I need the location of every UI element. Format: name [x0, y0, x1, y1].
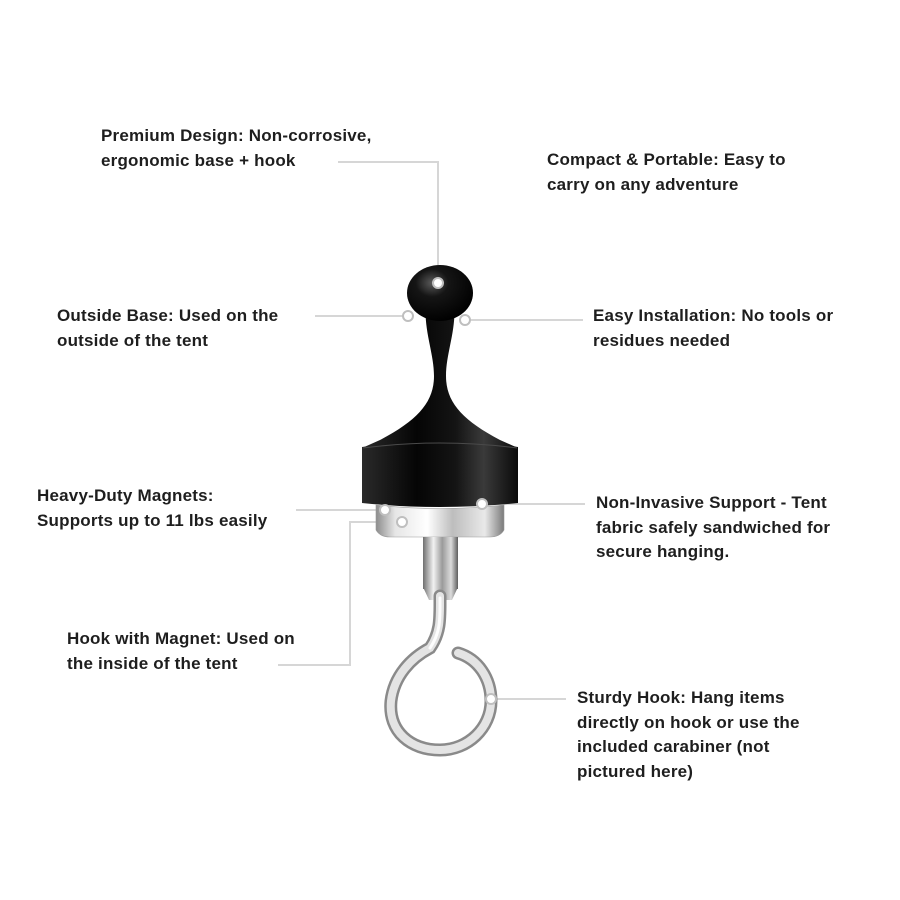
callout-line: Non-Invasive Support - Tent: [596, 493, 827, 512]
dot-sturdy-hook: [486, 694, 496, 704]
dot-easy-installation: [460, 315, 470, 325]
callout-line: Supports up to 11 lbs easily: [37, 510, 268, 530]
callout-line: Premium Design: Non-corrosive,: [101, 126, 372, 145]
callout-hook-with-magnet: [67, 627, 295, 676]
callout-line: pictured here): [577, 761, 694, 781]
callout-heavy-duty-magnets: [37, 484, 267, 533]
dot-premium-design: [433, 278, 443, 288]
callout-line: Sturdy Hook: Hang items: [577, 688, 785, 707]
callout-line: Outside Base: Used on the: [57, 306, 279, 325]
base-ball: [407, 265, 473, 321]
callout-line: Heavy-Duty Magnets:: [37, 486, 214, 505]
callout-line: Hook with Magnet: Used on: [67, 629, 295, 648]
callout-compact-portable: [547, 148, 786, 197]
dot-non-invasive: [477, 499, 487, 509]
hook-shaft: [423, 537, 458, 589]
callout-non-invasive-support: [596, 491, 830, 565]
callout-line: the inside of the tent: [67, 653, 238, 673]
callout-line: carry on any adventure: [547, 174, 739, 194]
callout-premium-design: [101, 124, 372, 173]
callout-line: Easy Installation: No tools or: [593, 306, 834, 325]
callout-sturdy-hook: [577, 686, 800, 784]
base-cylinder: [362, 442, 518, 508]
dot-hook-magnet: [397, 517, 407, 527]
eye-hook: [391, 596, 491, 750]
callout-line: outside of the tent: [57, 330, 209, 350]
callout-line: secure hanging.: [596, 542, 730, 561]
callout-line: included carabiner (not: [577, 737, 770, 756]
callout-line: Compact & Portable: Easy to: [547, 150, 786, 169]
outside-base-part: [362, 265, 518, 507]
leader-premium-design: [338, 162, 438, 283]
callout-line: fabric safely sandwiched for: [596, 517, 831, 537]
callout-outside-base: [57, 304, 278, 353]
callout-easy-installation: [593, 304, 833, 353]
callout-line: ergonomic base + hook: [101, 150, 296, 170]
callout-line: directly on hook or use the: [577, 712, 800, 732]
leader-hook-magnet: [278, 522, 402, 665]
magnet-disk: [376, 505, 504, 537]
dot-outside-base: [403, 311, 413, 321]
base-neck: [362, 300, 518, 448]
callout-line: residues needed: [593, 330, 731, 350]
dot-heavy-duty: [380, 505, 390, 515]
